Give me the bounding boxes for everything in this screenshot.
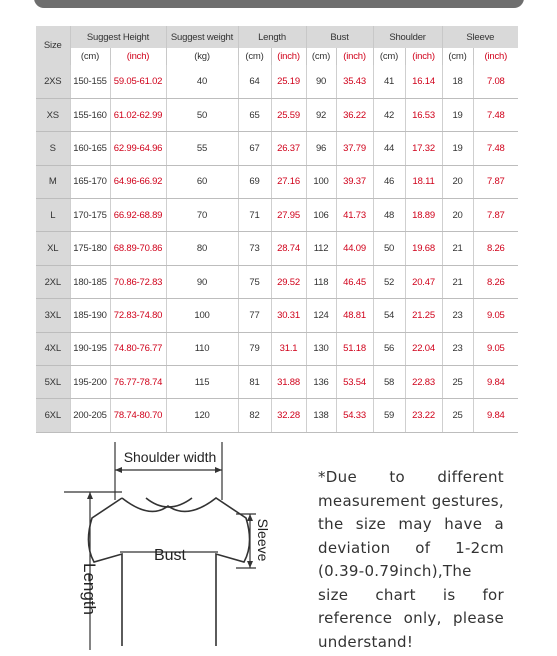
inch-cell: 53.54: [336, 366, 373, 399]
arrow-down-icon: [247, 561, 253, 568]
value-cell: 110: [166, 332, 238, 365]
inch-cell: 39.37: [336, 165, 373, 198]
value-cell: 25: [442, 366, 473, 399]
inch-cell: 22.04: [405, 332, 442, 365]
header-shoulder: Shoulder: [373, 26, 442, 48]
inch-cell: 29.52: [271, 265, 306, 298]
arrow-up-icon: [87, 492, 93, 499]
unit-cm: (cm): [238, 48, 271, 65]
value-cell: 25: [442, 399, 473, 432]
size-disclaimer-note: *Due to different measurement gestures, the size may have a deviation of 1-2cm (0.39-0.79inch),The size chart is for reference only, please understand!: [318, 468, 504, 651]
value-cell: 160-165: [70, 132, 110, 165]
table-row: [36, 165, 518, 198]
arrow-up-icon: [247, 514, 253, 521]
value-cell: 81: [238, 366, 271, 399]
value-cell: 200-205: [70, 399, 110, 432]
value-cell: 150-155: [70, 65, 110, 98]
value-cell: 21: [442, 232, 473, 265]
value-cell: 170-175: [70, 199, 110, 232]
unit-inch: (inch): [405, 48, 442, 65]
value-cell: 52: [373, 265, 405, 298]
value-cell: 64: [238, 65, 271, 98]
unit-inch: (inch): [110, 48, 166, 65]
inch-cell: 61.02-62.99: [110, 98, 166, 131]
inch-cell: 16.53: [405, 98, 442, 131]
value-cell: 112: [306, 232, 336, 265]
value-cell: 23: [442, 332, 473, 365]
value-cell: 41: [373, 65, 405, 98]
value-cell: 175-180: [70, 232, 110, 265]
inch-cell: 16.14: [405, 65, 442, 98]
value-cell: 58: [373, 366, 405, 399]
header-size: Size: [36, 26, 70, 65]
value-cell: 19: [442, 132, 473, 165]
inch-cell: 74.80-76.77: [110, 332, 166, 365]
header-weight: Suggest weight: [166, 26, 238, 48]
inch-cell: 9.05: [473, 299, 518, 332]
inch-cell: 70.86-72.83: [110, 265, 166, 298]
inch-cell: 17.32: [405, 132, 442, 165]
value-cell: 96: [306, 132, 336, 165]
size-cell: 6XL: [36, 399, 70, 432]
unit-row: [36, 48, 518, 65]
value-cell: 195-200: [70, 366, 110, 399]
inch-cell: 27.16: [271, 165, 306, 198]
value-cell: 136: [306, 366, 336, 399]
inch-cell: 20.47: [405, 265, 442, 298]
header-bust: Bust: [306, 26, 373, 48]
value-cell: 79: [238, 332, 271, 365]
inch-cell: 9.84: [473, 399, 518, 432]
inch-cell: 18.11: [405, 165, 442, 198]
table-row: [36, 132, 518, 165]
value-cell: 71: [238, 199, 271, 232]
inch-cell: 36.22: [336, 98, 373, 131]
inch-cell: 46.45: [336, 265, 373, 298]
value-cell: 59: [373, 399, 405, 432]
value-cell: 106: [306, 199, 336, 232]
tshirt-outline: [88, 498, 249, 646]
unit-cm: (cm): [442, 48, 473, 65]
value-cell: 69: [238, 165, 271, 198]
value-cell: 70: [166, 199, 238, 232]
arrow-right-icon: [215, 467, 222, 473]
tshirt-collar: [146, 498, 192, 507]
value-cell: 80: [166, 232, 238, 265]
arrow-left-icon: [115, 467, 122, 473]
size-chart-table: [36, 26, 518, 433]
value-cell: 90: [306, 65, 336, 98]
inch-cell: 26.37: [271, 132, 306, 165]
inch-cell: 25.19: [271, 65, 306, 98]
inch-cell: 23.22: [405, 399, 442, 432]
unit-inch: (inch): [271, 48, 306, 65]
value-cell: 65: [238, 98, 271, 131]
inch-cell: 8.26: [473, 265, 518, 298]
bust-label: Bust: [153, 547, 187, 564]
inch-cell: 8.26: [473, 232, 518, 265]
value-cell: 23: [442, 299, 473, 332]
length-label: Length: [80, 563, 99, 615]
inch-cell: 31.88: [271, 366, 306, 399]
value-cell: 124: [306, 299, 336, 332]
value-cell: 92: [306, 98, 336, 131]
size-cell: S: [36, 132, 70, 165]
value-cell: 75: [238, 265, 271, 298]
inch-cell: 37.79: [336, 132, 373, 165]
header-row: [36, 26, 518, 48]
value-cell: 77: [238, 299, 271, 332]
table-row: [36, 199, 518, 232]
value-cell: 48: [373, 199, 405, 232]
value-cell: 130: [306, 332, 336, 365]
value-cell: 20: [442, 165, 473, 198]
table-row: [36, 366, 518, 399]
inch-cell: 7.48: [473, 132, 518, 165]
size-cell: 2XS: [36, 65, 70, 98]
tshirt-svg: [60, 440, 290, 650]
inch-cell: 7.87: [473, 199, 518, 232]
value-cell: 82: [238, 399, 271, 432]
inch-cell: 72.83-74.80: [110, 299, 166, 332]
table-row: [36, 265, 518, 298]
inch-cell: 62.99-64.96: [110, 132, 166, 165]
inch-cell: 48.81: [336, 299, 373, 332]
inch-cell: 44.09: [336, 232, 373, 265]
sleeve-label: Sleeve: [255, 518, 271, 562]
value-cell: 120: [166, 399, 238, 432]
value-cell: 21: [442, 265, 473, 298]
value-cell: 90: [166, 265, 238, 298]
inch-cell: 7.87: [473, 165, 518, 198]
inch-cell: 31.1: [271, 332, 306, 365]
value-cell: 155-160: [70, 98, 110, 131]
shoulder-label: Shoulder width: [123, 449, 217, 465]
inch-cell: 59.05-61.02: [110, 65, 166, 98]
value-cell: 60: [166, 165, 238, 198]
value-cell: 54: [373, 299, 405, 332]
size-cell: 3XL: [36, 299, 70, 332]
value-cell: 46: [373, 165, 405, 198]
inch-cell: 9.05: [473, 332, 518, 365]
inch-cell: 7.48: [473, 98, 518, 131]
value-cell: 40: [166, 65, 238, 98]
inch-cell: 25.59: [271, 98, 306, 131]
table-row: [36, 65, 518, 98]
header-height: Suggest Height: [70, 26, 166, 48]
size-cell: L: [36, 199, 70, 232]
value-cell: 44: [373, 132, 405, 165]
unit-inch: (inch): [473, 48, 518, 65]
inch-cell: 22.83: [405, 366, 442, 399]
size-cell: M: [36, 165, 70, 198]
value-cell: 115: [166, 366, 238, 399]
value-cell: 180-185: [70, 265, 110, 298]
unit-cm: (cm): [306, 48, 336, 65]
unit-cm: (cm): [373, 48, 405, 65]
inch-cell: 21.25: [405, 299, 442, 332]
inch-cell: 66.92-68.89: [110, 199, 166, 232]
value-cell: 50: [373, 232, 405, 265]
inch-cell: 27.95: [271, 199, 306, 232]
value-cell: 100: [306, 165, 336, 198]
inch-cell: 35.43: [336, 65, 373, 98]
inch-cell: 30.31: [271, 299, 306, 332]
unit-kg: (kg): [166, 48, 238, 65]
inch-cell: 41.73: [336, 199, 373, 232]
table-row: [36, 299, 518, 332]
inch-cell: 51.18: [336, 332, 373, 365]
size-cell: 2XL: [36, 265, 70, 298]
inch-cell: 78.74-80.70: [110, 399, 166, 432]
value-cell: 73: [238, 232, 271, 265]
unit-cm: (cm): [70, 48, 110, 65]
inch-cell: 32.28: [271, 399, 306, 432]
inch-cell: 7.08: [473, 65, 518, 98]
value-cell: 19: [442, 98, 473, 131]
value-cell: 165-170: [70, 165, 110, 198]
inch-cell: 76.77-78.74: [110, 366, 166, 399]
value-cell: 67: [238, 132, 271, 165]
inch-cell: 68.89-70.86: [110, 232, 166, 265]
inch-cell: 64.96-66.92: [110, 165, 166, 198]
tshirt-diagram: [60, 440, 290, 650]
value-cell: 55: [166, 132, 238, 165]
value-cell: 118: [306, 265, 336, 298]
value-cell: 42: [373, 98, 405, 131]
table-row: [36, 98, 518, 131]
inch-cell: 9.84: [473, 366, 518, 399]
unit-inch: (inch): [336, 48, 373, 65]
inch-cell: 18.89: [405, 199, 442, 232]
size-cell: XL: [36, 232, 70, 265]
value-cell: 50: [166, 98, 238, 131]
header-length: Length: [238, 26, 306, 48]
table-row: [36, 332, 518, 365]
table-row: [36, 232, 518, 265]
table-row: [36, 399, 518, 432]
value-cell: 185-190: [70, 299, 110, 332]
value-cell: 138: [306, 399, 336, 432]
value-cell: 100: [166, 299, 238, 332]
value-cell: 18: [442, 65, 473, 98]
header-sleeve: Sleeve: [442, 26, 518, 48]
value-cell: 190-195: [70, 332, 110, 365]
value-cell: 56: [373, 332, 405, 365]
size-cell: XS: [36, 98, 70, 131]
inch-cell: 19.68: [405, 232, 442, 265]
inch-cell: 54.33: [336, 399, 373, 432]
top-bar: [34, 0, 524, 8]
value-cell: 20: [442, 199, 473, 232]
size-cell: 4XL: [36, 332, 70, 365]
size-cell: 5XL: [36, 366, 70, 399]
inch-cell: 28.74: [271, 232, 306, 265]
